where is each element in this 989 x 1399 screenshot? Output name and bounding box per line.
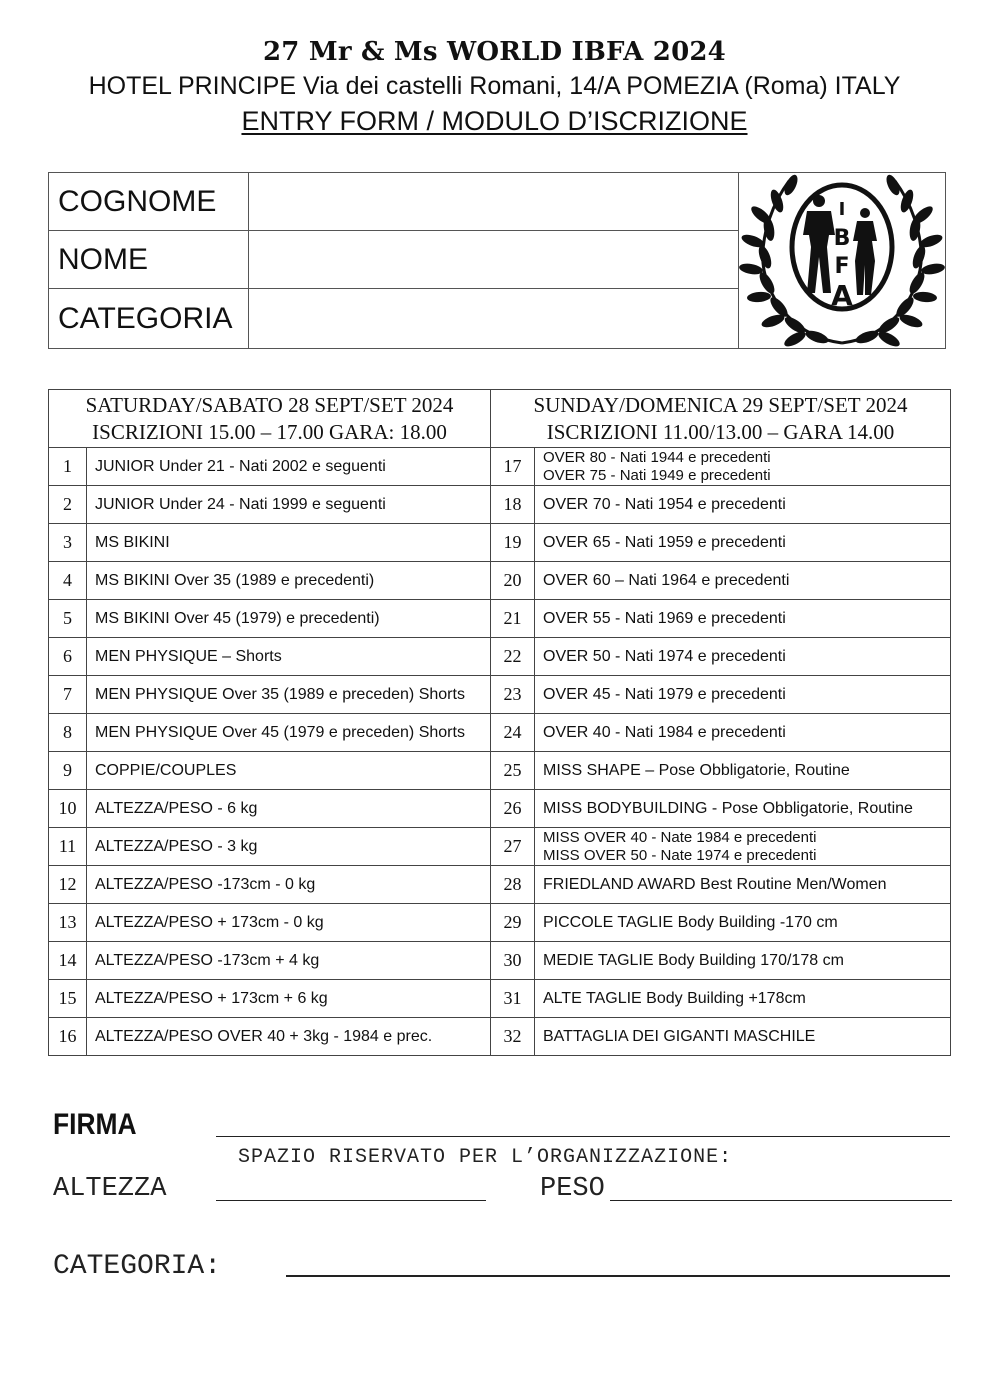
table-row — [49, 1018, 951, 1056]
saturday-day: SATURDAY/SABATO 28 SEPT/SET 2024 — [85, 392, 454, 417]
category-name[interactable]: OVER 65 - Nati 1959 e precedenti — [535, 524, 951, 562]
category-number: 5 — [49, 600, 87, 638]
category-name[interactable]: MS BIKINI Over 45 (1979) e precedenti) — [87, 600, 491, 638]
table-row — [49, 790, 951, 828]
table-row — [49, 676, 951, 714]
category-number: 30 — [491, 942, 535, 980]
saturday-times: ISCRIZIONI 15.00 – 17.00 GARA: 18.00 — [92, 419, 447, 444]
category-name[interactable]: ALTEZZA/PESO - 6 kg — [87, 790, 491, 828]
weight-field[interactable] — [610, 1200, 952, 1201]
category-number: 21 — [491, 600, 535, 638]
category-number: 13 — [49, 904, 87, 942]
categories-table — [48, 389, 951, 1056]
category-name[interactable]: OVER 40 - Nati 1984 e precedenti — [535, 714, 951, 752]
category-name[interactable]: OVER 70 - Nati 1954 e precedenti — [535, 486, 951, 524]
table-row — [49, 448, 951, 486]
category-number: 20 — [491, 562, 535, 600]
category-name[interactable]: ALTEZZA/PESO - 3 kg — [87, 828, 491, 866]
category-name[interactable]: OVER 60 – Nati 1964 e precedenti — [535, 562, 951, 600]
category-line: MISS OVER 40 - Nate 1984 e precedenti — [543, 828, 817, 846]
category-number: 27 — [491, 828, 535, 866]
sunday-header — [491, 390, 951, 448]
category-name[interactable]: MEN PHYSIQUE Over 35 (1989 e preceden) Shorts — [87, 676, 491, 714]
category-number: 24 — [491, 714, 535, 752]
logo-letter-i: I — [838, 199, 846, 220]
surname-field[interactable] — [249, 173, 738, 230]
category-name[interactable]: ALTE TAGLIE Body Building +178cm — [535, 980, 951, 1018]
table-row — [49, 524, 951, 562]
category-number: 19 — [491, 524, 535, 562]
surname-row — [49, 173, 738, 231]
category-name[interactable]: JUNIOR Under 21 - Nati 2002 e seguenti — [87, 448, 491, 486]
category-name[interactable]: BATTAGLIA DEI GIGANTI MASCHILE — [535, 1018, 951, 1056]
logo-letter-b: B — [833, 226, 851, 251]
category-name[interactable]: MISS BODYBUILDING - Pose Obbligatorie, Routine — [535, 790, 951, 828]
category-name[interactable]: COPPIE/COUPLES — [87, 752, 491, 790]
category-row — [49, 289, 738, 348]
category-number: 28 — [491, 866, 535, 904]
category-name[interactable]: ALTEZZA/PESO + 173cm + 6 kg — [87, 980, 491, 1018]
category-number: 9 — [49, 752, 87, 790]
category-name[interactable]: JUNIOR Under 24 - Nati 1999 e seguenti — [87, 486, 491, 524]
category-number: 22 — [491, 638, 535, 676]
personal-data-box — [48, 172, 946, 349]
category-name[interactable]: ALTEZZA/PESO OVER 40 + 3kg - 1984 e prec. — [87, 1018, 491, 1056]
category-name[interactable]: OVER 55 - Nati 1969 e precedenti — [535, 600, 951, 638]
table-row — [49, 866, 951, 904]
table-row — [49, 980, 951, 1018]
category-number: 17 — [491, 448, 535, 486]
category-name[interactable]: OVER 45 - Nati 1979 e precedenti — [535, 676, 951, 714]
category-number: 16 — [49, 1018, 87, 1056]
logo-letter-f: F — [834, 254, 850, 279]
category-number: 6 — [49, 638, 87, 676]
category-line: MISS OVER 50 - Nate 1974 e precedenti — [543, 846, 817, 864]
category-name[interactable]: MS BIKINI — [87, 524, 491, 562]
final-category-field[interactable] — [286, 1275, 950, 1277]
ibfa-laurel-logo-icon — [739, 173, 945, 348]
weight-label: PESO — [540, 1174, 605, 1204]
category-name[interactable]: ALTEZZA/PESO -173cm + 4 kg — [87, 942, 491, 980]
category-name[interactable]: MEN PHYSIQUE – Shorts — [87, 638, 491, 676]
ibfa-logo — [738, 173, 945, 348]
table-row — [49, 600, 951, 638]
category-number: 31 — [491, 980, 535, 1018]
category-number: 1 — [49, 448, 87, 486]
table-row — [49, 904, 951, 942]
table-row — [49, 752, 951, 790]
saturday-header — [49, 390, 491, 448]
form-title-text: ENTRY FORM / MODULO D’ISCRIZIONE — [241, 106, 748, 136]
category-name[interactable]: FRIEDLAND AWARD Best Routine Men/Women — [535, 866, 951, 904]
category-number: 18 — [491, 486, 535, 524]
table-row — [49, 828, 951, 866]
category-name[interactable]: ALTEZZA/PESO -173cm - 0 kg — [87, 866, 491, 904]
height-field[interactable] — [216, 1200, 486, 1201]
category-number: 26 — [491, 790, 535, 828]
sunday-day: SUNDAY/DOMENICA 29 SEPT/SET 2024 — [533, 392, 908, 417]
reserved-label: SPAZIO RISERVATO PER L’ORGANIZZAZIONE: — [238, 1146, 733, 1169]
category-line: OVER 75 - Nati 1949 e precedenti — [543, 466, 771, 484]
sunday-times: ISCRIZIONI 11.00/13.00 – GARA 14.00 — [546, 419, 895, 444]
height-label: ALTEZZA — [53, 1174, 167, 1204]
category-line: OVER 80 - Nati 1944 e precedenti — [543, 448, 771, 466]
table-row — [49, 714, 951, 752]
category-name[interactable]: PICCOLE TAGLIE Body Building -170 cm — [535, 904, 951, 942]
name-row — [49, 231, 738, 289]
category-number: 8 — [49, 714, 87, 752]
category-name[interactable] — [535, 828, 951, 866]
category-number: 4 — [49, 562, 87, 600]
category-number: 12 — [49, 866, 87, 904]
category-label: CATEGORIA — [49, 289, 249, 348]
category-name[interactable] — [535, 448, 951, 486]
table-row — [49, 638, 951, 676]
category-name[interactable]: MEDIE TAGLIE Body Building 170/178 cm — [535, 942, 951, 980]
category-name[interactable]: MS BIKINI Over 35 (1989 e precedenti) — [87, 562, 491, 600]
signature-line[interactable] — [216, 1136, 950, 1137]
surname-label: COGNOME — [49, 173, 249, 230]
logo-letter-a: A — [831, 279, 853, 312]
category-number: 10 — [49, 790, 87, 828]
category-name[interactable]: ALTEZZA/PESO + 173cm - 0 kg — [87, 904, 491, 942]
category-number: 29 — [491, 904, 535, 942]
signature-label: FIRMA — [53, 1108, 137, 1141]
final-category-label: CATEGORIA: — [53, 1251, 222, 1282]
category-name[interactable]: MEN PHYSIQUE Over 45 (1979 e preceden) Shorts — [87, 714, 491, 752]
category-name[interactable]: MISS SHAPE – Pose Obbligatorie, Routine — [535, 752, 951, 790]
category-name[interactable]: OVER 50 - Nati 1974 e precedenti — [535, 638, 951, 676]
venue-address: HOTEL PRINCIPE Via dei castelli Romani, 14/A POMEZIA (Roma) ITALY — [88, 72, 901, 100]
category-number: 32 — [491, 1018, 535, 1056]
table-row — [49, 486, 951, 524]
category-number: 23 — [491, 676, 535, 714]
categories-body — [49, 448, 951, 1056]
category-field[interactable] — [249, 289, 738, 348]
category-number: 11 — [49, 828, 87, 866]
category-number: 14 — [49, 942, 87, 980]
table-row — [49, 942, 951, 980]
name-label: NOME — [49, 231, 249, 288]
category-number: 15 — [49, 980, 87, 1018]
form-title — [0, 106, 989, 137]
category-number: 3 — [49, 524, 87, 562]
event-title: 27 Mr & Ms WORLD IBFA 2024 — [263, 37, 726, 67]
category-number: 2 — [49, 486, 87, 524]
name-field[interactable] — [249, 231, 738, 288]
category-number: 25 — [491, 752, 535, 790]
category-number: 7 — [49, 676, 87, 714]
table-row — [49, 562, 951, 600]
